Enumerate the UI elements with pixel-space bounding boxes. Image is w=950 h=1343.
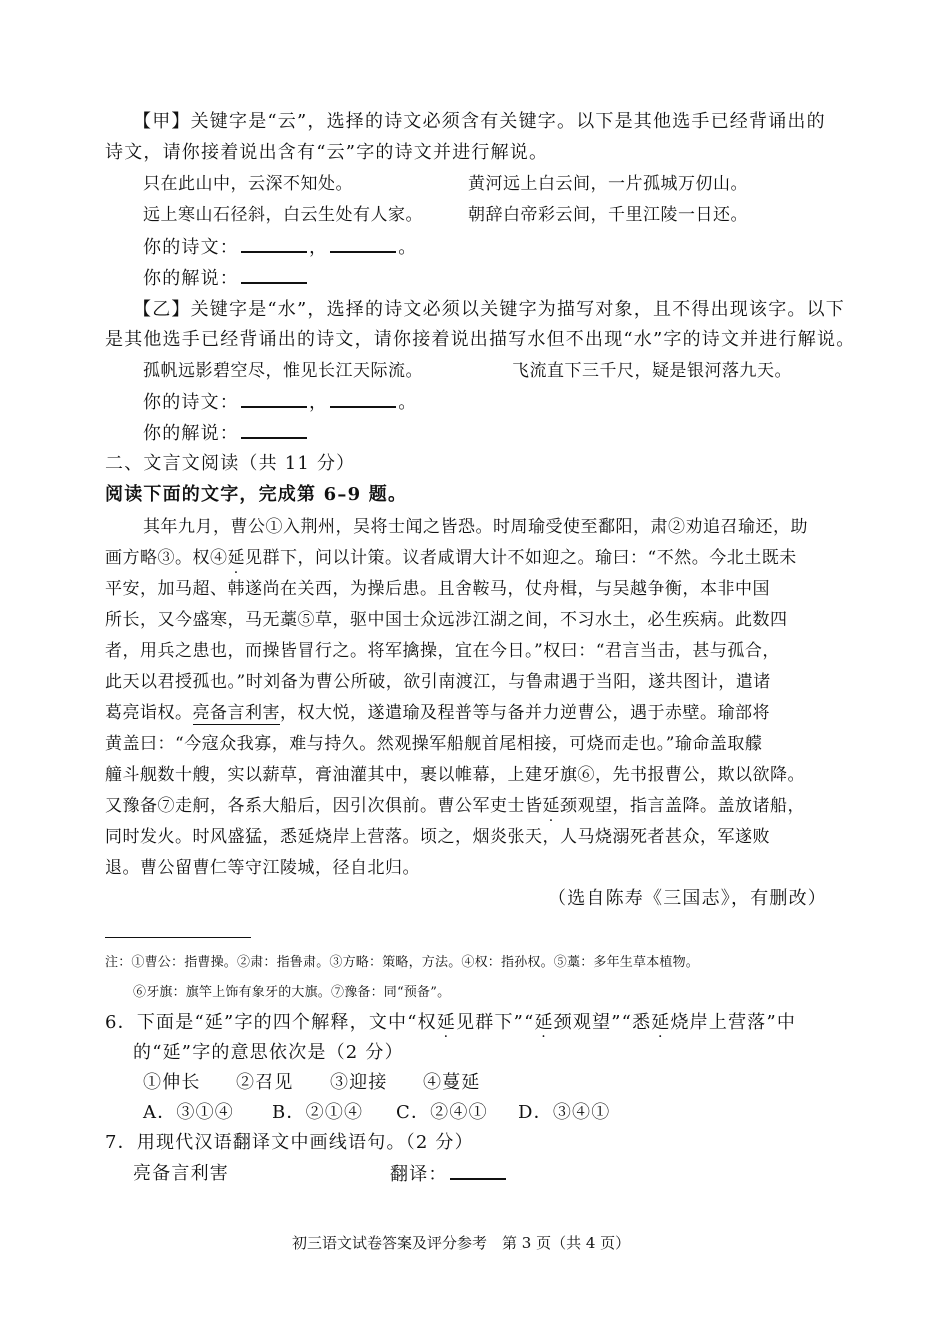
jia-intro-line2: 诗文，请你接着说出含有“云”字的诗文并进行解说。 — [105, 142, 549, 163]
answer-blank[interactable] — [241, 423, 307, 439]
passage-text: 葛亮诣权。 — [105, 703, 193, 723]
jia-poem-3: 远上寒山石径斜，白云生处有人家。 — [143, 205, 423, 225]
yi-intro-line2: 是其他选手已经背诵出的诗文，请你接着说出描写水但不出现“水”字的诗文并进行解说。 — [105, 329, 856, 350]
passage-text: 又豫备⑦走舸，各系大船后，因引次俱前。曹公军吏士皆 — [105, 796, 543, 816]
jia-poem-4: 朝辞白帝彩云间，千里江陵一日还。 — [468, 205, 748, 225]
passage-line: 其年九月，曹公①入荆州，吴将士闻之皆恐。时周瑜受使至鄱阳，肃②劝追召瑜还，助 — [143, 517, 808, 537]
passage-line — [105, 796, 805, 816]
period-end: 。 — [398, 392, 418, 413]
q6-option-d[interactable]: D．③④① — [518, 1102, 611, 1123]
passage-line: 同时发火。时风盛猛，悉延烧岸上营落。顷之，烟炎张天，人马烧溺死者甚众，军遂败 — [105, 827, 770, 847]
q6-text: 6．下面是“延”字的四个解释，文中“权 — [105, 1012, 437, 1033]
passage-line: 所长，又今盛寒，马无藁⑤草，驱中国士众远涉江湖之间，不习水土，必生疾病。此数四 — [105, 610, 788, 630]
q6-option-b[interactable]: B．②①④ — [272, 1102, 364, 1123]
passage-line — [105, 703, 770, 723]
q6-option-a[interactable]: A．③①④ — [143, 1102, 234, 1123]
dotted-char: 延 — [651, 1012, 671, 1033]
yi-your-explain — [143, 423, 309, 444]
your-explain-label: 你的解说： — [143, 423, 239, 444]
passage-line — [105, 548, 797, 568]
notes-line2: ⑥牙旗：旗竿上饰有象牙的大旗。⑦豫备：同“预备”。 — [133, 985, 451, 1000]
q7-sentence: 亮备言利害 — [133, 1163, 229, 1184]
dotted-char: 延 — [542, 796, 560, 816]
passage-line: 艟斗舰数十艘，实以薪草，膏油灌其中，裹以帷幕，上建牙旗⑥，先书报曹公，欺以欲降。 — [105, 765, 805, 785]
notes-divider — [105, 937, 251, 938]
q6-stem-line2: 的“延”字的意思依次是（2 分） — [133, 1042, 404, 1063]
answer-blank[interactable] — [450, 1164, 506, 1180]
jia-poem-1: 只在此山中，云深不知处。 — [143, 174, 353, 194]
passage-line: 黄盖曰：“今寇众我寡，难与持久。然观操军船舰首尾相接，可烧而走也。”瑜命盖取艨 — [105, 734, 763, 754]
q6-meaning: ①伸长 — [143, 1072, 201, 1093]
q6-text: 见群下”“ — [456, 1012, 535, 1033]
q7-stem: 7．用现代汉语翻译文中画线语句。（2 分） — [105, 1132, 474, 1153]
jia-your-poem — [143, 237, 417, 258]
dotted-char: 延 — [227, 548, 245, 568]
q6-meaning: ③迎接 — [330, 1072, 388, 1093]
jia-poem-2: 黄河远上白云间，一片孤城万仞山。 — [468, 174, 748, 194]
q6-option-c[interactable]: C．②④① — [396, 1102, 488, 1123]
q6-meaning: ④蔓延 — [423, 1072, 481, 1093]
passage-line: 平安，加马超、韩遂尚在关西，为操后患。且舍鞍马，仗舟楫，与吴越争衡，本非中国 — [105, 579, 770, 599]
page-footer: 初三语文试卷答案及评分参考 第 3 页（共 4 页） — [292, 1234, 631, 1252]
yi-your-poem — [143, 392, 417, 413]
dotted-char: 延 — [534, 1012, 554, 1033]
notes-line1: 注：①曹公：指曹操。②肃：指鲁肃。③方略：策略，方法。④权：指孙权。⑤藁：多年生草本植物。 — [105, 955, 700, 970]
period-end: 。 — [398, 237, 418, 258]
translate-label: 翻译： — [390, 1164, 448, 1185]
passage-text: 见群下，问以计策。议者咸谓大计不如迎之。瑜曰：“不然。今北土既未 — [245, 548, 797, 568]
answer-blank[interactable] — [241, 392, 307, 408]
jia-your-explain — [143, 268, 309, 289]
yi-poem-2: 飞流直下三千尺，疑是银河落九天。 — [512, 361, 792, 381]
passage-text: 画方略③。权④ — [105, 548, 228, 568]
yi-intro-line1: 【乙】关键字是“水”，选择的诗文必须以关键字为描写对象，且不得出现该字。以下 — [133, 299, 846, 320]
q6-text: 烧岸上营落”中 — [670, 1012, 797, 1033]
passage-line: 此天以君授孤也。”时刘备为曹公所破，欲引南渡江，与鲁肃遇于当阳，遂共图计，遣诸 — [105, 672, 771, 692]
answer-blank[interactable] — [241, 237, 307, 253]
comma-sep: ， — [309, 392, 329, 413]
yi-poem-1: 孤帆远影碧空尽，惟见长江天际流。 — [143, 361, 423, 381]
passage-text: ，权大悦，遂遣瑜及程普等与备并力逆曹公，遇于赤壁。瑜部将 — [280, 703, 770, 723]
your-poem-label: 你的诗文： — [143, 237, 239, 258]
q6-meaning: ②召见 — [236, 1072, 294, 1093]
section-instruction: 阅读下面的文字，完成第 6–9 题。 — [105, 484, 408, 505]
passage-line: 者，用兵之患也，而操皆冒行之。将军擒操，宜在今日。”权曰：“君言当击，甚与孤合， — [105, 641, 780, 661]
section-heading: 二、文言文阅读（共 11 分） — [105, 453, 356, 474]
passage-text: 颈观望，指言盖降。盖放诸船， — [560, 796, 805, 816]
your-explain-label: 你的解说： — [143, 268, 239, 289]
q6-stem — [105, 1013, 796, 1033]
answer-blank[interactable] — [241, 268, 307, 284]
comma-sep: ， — [309, 237, 329, 258]
jia-intro-line1: 【甲】关键字是“云”，选择的诗文必须含有关键字。以下是其他选手已经背诵出的 — [133, 111, 826, 132]
your-poem-label: 你的诗文： — [143, 392, 239, 413]
q6-text: 颈观望”“悉 — [553, 1012, 652, 1033]
q7-translate — [390, 1164, 508, 1185]
answer-blank[interactable] — [330, 392, 396, 408]
passage-line: 退。曹公留曹仁等守江陵城，径自北归。 — [105, 858, 420, 878]
dotted-char: 延 — [436, 1012, 457, 1033]
underlined-sentence: 亮备言利害 — [192, 703, 280, 723]
answer-blank[interactable] — [330, 237, 396, 253]
passage-source: （选自陈寿《三国志》，有删改） — [548, 888, 827, 909]
